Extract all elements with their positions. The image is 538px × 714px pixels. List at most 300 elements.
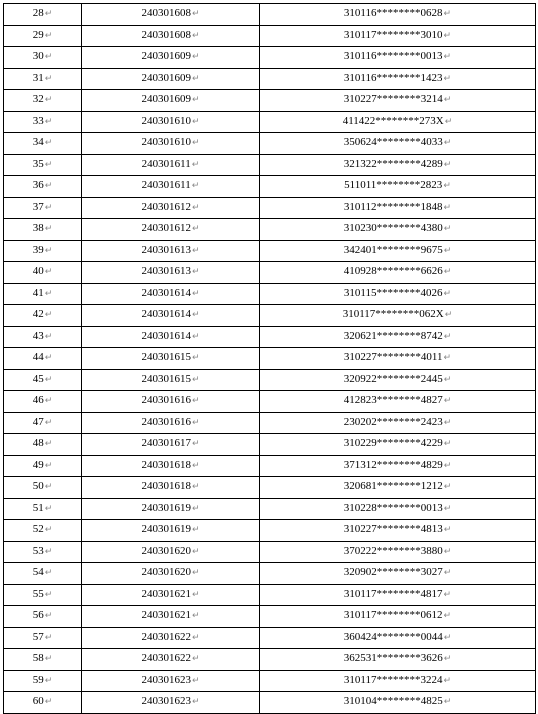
table-row <box>4 176 536 198</box>
paragraph-mark-icon: ↵ <box>44 353 53 364</box>
paragraph-mark-icon: ↵ <box>443 460 452 471</box>
paragraph-mark-icon: ↵ <box>443 224 452 235</box>
id-number-cell-text: 362531********3626 <box>343 652 443 665</box>
id-number-cell <box>260 90 536 112</box>
paragraph-mark-icon: ↵ <box>191 9 200 20</box>
paragraph-mark-icon: ↵ <box>444 310 453 321</box>
paragraph-mark-icon: ↵ <box>44 611 53 622</box>
code-cell <box>82 283 260 305</box>
table-row <box>4 154 536 176</box>
code-cell <box>82 391 260 413</box>
table-row <box>4 649 536 671</box>
row-index-cell <box>4 240 82 262</box>
row-index-cell <box>4 391 82 413</box>
paragraph-mark-icon: ↵ <box>44 460 53 471</box>
row-index-cell <box>4 498 82 520</box>
row-index-cell <box>4 477 82 499</box>
row-index-cell-text: 47 <box>32 415 44 428</box>
paragraph-mark-icon: ↵ <box>44 374 53 385</box>
code-cell-text: 240301614 <box>141 329 191 342</box>
paragraph-mark-icon: ↵ <box>44 482 53 493</box>
id-number-cell-text: 411422********273X <box>342 114 444 127</box>
table-row <box>4 283 536 305</box>
row-index-cell-text: 33 <box>32 114 44 127</box>
paragraph-mark-icon: ↵ <box>443 353 452 364</box>
id-number-cell-text: 310117********0612 <box>343 609 443 622</box>
id-number-cell <box>260 520 536 542</box>
row-index-cell <box>4 47 82 69</box>
paragraph-mark-icon: ↵ <box>191 95 200 106</box>
row-index-cell <box>4 283 82 305</box>
code-cell-text: 240301612 <box>141 222 191 235</box>
paragraph-mark-icon: ↵ <box>44 73 53 84</box>
code-cell <box>82 133 260 155</box>
row-index-cell-text: 42 <box>32 308 44 321</box>
paragraph-mark-icon: ↵ <box>191 589 200 600</box>
code-cell-text: 240301616 <box>141 394 191 407</box>
paragraph-mark-icon: ↵ <box>44 589 53 600</box>
paragraph-mark-icon: ↵ <box>443 568 452 579</box>
id-number-cell <box>260 348 536 370</box>
id-number-cell-text: 371312********4829 <box>343 458 443 471</box>
row-index-cell-text: 56 <box>32 609 44 622</box>
paragraph-mark-icon: ↵ <box>44 159 53 170</box>
paragraph-mark-icon: ↵ <box>191 52 200 63</box>
code-cell <box>82 584 260 606</box>
table-row <box>4 498 536 520</box>
code-cell-text: 240301619 <box>141 501 191 514</box>
table-row <box>4 541 536 563</box>
code-cell <box>82 90 260 112</box>
row-index-cell-text: 30 <box>32 50 44 63</box>
code-cell-text: 240301612 <box>141 200 191 213</box>
paragraph-mark-icon: ↵ <box>44 331 53 342</box>
row-index-cell <box>4 154 82 176</box>
id-number-cell-text: 310117********4817 <box>343 587 443 600</box>
table-row <box>4 391 536 413</box>
table-row <box>4 25 536 47</box>
id-number-cell <box>260 541 536 563</box>
paragraph-mark-icon: ↵ <box>44 202 53 213</box>
id-number-cell-text: 310227********3214 <box>343 93 443 106</box>
row-index-cell-text: 29 <box>32 28 44 41</box>
paragraph-mark-icon: ↵ <box>443 159 452 170</box>
row-index-cell-text: 52 <box>32 523 44 536</box>
row-index-cell <box>4 176 82 198</box>
code-cell-text: 240301611 <box>141 179 191 192</box>
code-cell-text: 240301610 <box>141 136 191 149</box>
code-cell <box>82 348 260 370</box>
table-row <box>4 692 536 714</box>
code-cell-text: 240301609 <box>141 50 191 63</box>
table-row <box>4 670 536 692</box>
row-index-cell-text: 43 <box>32 329 44 342</box>
row-index-cell-text: 58 <box>32 652 44 665</box>
id-number-cell-text: 320681********1212 <box>343 480 443 493</box>
paragraph-mark-icon: ↵ <box>44 288 53 299</box>
id-number-cell-text: 310112********1848 <box>343 200 443 213</box>
code-cell <box>82 326 260 348</box>
paragraph-mark-icon: ↵ <box>191 503 200 514</box>
paragraph-mark-icon: ↵ <box>44 138 53 149</box>
paragraph-mark-icon: ↵ <box>191 460 200 471</box>
id-number-cell <box>260 305 536 327</box>
id-number-cell <box>260 606 536 628</box>
id-number-cell <box>260 670 536 692</box>
paragraph-mark-icon: ↵ <box>44 181 53 192</box>
paragraph-mark-icon: ↵ <box>191 353 200 364</box>
paragraph-mark-icon: ↵ <box>191 288 200 299</box>
code-cell-text: 240301609 <box>141 93 191 106</box>
paragraph-mark-icon: ↵ <box>443 73 452 84</box>
code-cell <box>82 111 260 133</box>
paragraph-mark-icon: ↵ <box>44 675 53 686</box>
code-cell <box>82 412 260 434</box>
row-index-cell-text: 28 <box>32 7 44 20</box>
row-index-cell <box>4 111 82 133</box>
code-cell <box>82 176 260 198</box>
code-cell <box>82 369 260 391</box>
table-row <box>4 348 536 370</box>
paragraph-mark-icon: ↵ <box>443 331 452 342</box>
paragraph-mark-icon: ↵ <box>443 288 452 299</box>
row-index-cell <box>4 25 82 47</box>
code-cell-text: 240301617 <box>141 437 191 450</box>
paragraph-mark-icon: ↵ <box>44 697 53 708</box>
paragraph-mark-icon: ↵ <box>443 245 452 256</box>
code-cell <box>82 434 260 456</box>
id-number-cell <box>260 563 536 585</box>
id-number-cell <box>260 4 536 26</box>
code-cell-text: 240301610 <box>141 114 191 127</box>
row-index-cell <box>4 326 82 348</box>
paragraph-mark-icon: ↵ <box>191 568 200 579</box>
id-number-cell-text: 310117********062X <box>342 308 444 321</box>
paragraph-mark-icon: ↵ <box>191 439 200 450</box>
paragraph-mark-icon: ↵ <box>44 267 53 278</box>
row-index-cell-text: 60 <box>32 695 44 708</box>
paragraph-mark-icon: ↵ <box>44 52 53 63</box>
id-number-cell-text: 320621********8742 <box>343 329 443 342</box>
id-number-cell-text: 310227********4813 <box>343 523 443 536</box>
paragraph-mark-icon: ↵ <box>44 417 53 428</box>
paragraph-mark-icon: ↵ <box>191 396 200 407</box>
row-index-cell <box>4 692 82 714</box>
paragraph-mark-icon: ↵ <box>443 632 452 643</box>
id-number-cell-text: 310229********4229 <box>343 437 443 450</box>
code-cell-text: 240301620 <box>141 544 191 557</box>
table-row <box>4 262 536 284</box>
code-cell <box>82 219 260 241</box>
id-number-cell-text: 320902********3027 <box>343 566 443 579</box>
id-number-cell-text: 310116********0628 <box>343 7 443 20</box>
id-number-cell-text: 412823********4827 <box>343 394 443 407</box>
row-index-cell <box>4 90 82 112</box>
code-cell <box>82 498 260 520</box>
id-number-cell <box>260 262 536 284</box>
id-number-cell-text: 310117********3010 <box>343 28 443 41</box>
paragraph-mark-icon: ↵ <box>191 675 200 686</box>
row-index-cell <box>4 627 82 649</box>
code-cell <box>82 563 260 585</box>
code-cell <box>82 649 260 671</box>
paragraph-mark-icon: ↵ <box>191 116 200 127</box>
id-number-cell <box>260 434 536 456</box>
paragraph-mark-icon: ↵ <box>443 482 452 493</box>
code-cell <box>82 68 260 90</box>
code-cell <box>82 197 260 219</box>
code-cell-text: 240301623 <box>141 695 191 708</box>
code-cell <box>82 520 260 542</box>
paragraph-mark-icon: ↵ <box>443 546 452 557</box>
table-row <box>4 369 536 391</box>
paragraph-mark-icon: ↵ <box>191 654 200 665</box>
row-index-cell-text: 49 <box>32 458 44 471</box>
row-index-cell-text: 40 <box>32 265 44 278</box>
id-number-cell <box>260 133 536 155</box>
id-number-cell <box>260 68 536 90</box>
code-cell <box>82 692 260 714</box>
row-index-cell <box>4 563 82 585</box>
table-row <box>4 4 536 26</box>
id-number-cell <box>260 369 536 391</box>
paragraph-mark-icon: ↵ <box>443 439 452 450</box>
table-row <box>4 326 536 348</box>
id-number-cell <box>260 627 536 649</box>
code-cell-text: 240301613 <box>141 265 191 278</box>
row-index-cell <box>4 219 82 241</box>
id-list-table <box>3 3 536 714</box>
row-index-cell-text: 45 <box>32 372 44 385</box>
code-cell-text: 240301616 <box>141 415 191 428</box>
paragraph-mark-icon: ↵ <box>44 632 53 643</box>
id-number-cell <box>260 197 536 219</box>
paragraph-mark-icon: ↵ <box>191 632 200 643</box>
code-cell-text: 240301615 <box>141 372 191 385</box>
code-cell-text: 240301620 <box>141 566 191 579</box>
table-row <box>4 584 536 606</box>
table-row <box>4 305 536 327</box>
row-index-cell-text: 50 <box>32 480 44 493</box>
row-index-cell-text: 57 <box>32 630 44 643</box>
paragraph-mark-icon: ↵ <box>44 95 53 106</box>
paragraph-mark-icon: ↵ <box>191 245 200 256</box>
document-table-container <box>3 3 536 714</box>
paragraph-mark-icon: ↵ <box>44 525 53 536</box>
paragraph-mark-icon: ↵ <box>44 503 53 514</box>
paragraph-mark-icon: ↵ <box>443 52 452 63</box>
paragraph-mark-icon: ↵ <box>44 568 53 579</box>
id-number-cell <box>260 584 536 606</box>
row-index-cell-text: 32 <box>32 93 44 106</box>
table-row <box>4 563 536 585</box>
paragraph-mark-icon: ↵ <box>44 310 53 321</box>
paragraph-mark-icon: ↵ <box>443 417 452 428</box>
paragraph-mark-icon: ↵ <box>191 697 200 708</box>
id-number-cell <box>260 240 536 262</box>
id-number-cell-text: 320922********2445 <box>343 372 443 385</box>
code-cell-text: 240301611 <box>141 157 191 170</box>
paragraph-mark-icon: ↵ <box>44 654 53 665</box>
id-number-cell-text: 310116********1423 <box>343 71 443 84</box>
id-number-cell <box>260 477 536 499</box>
id-number-cell-text: 310230********4380 <box>343 222 443 235</box>
id-number-cell <box>260 692 536 714</box>
paragraph-mark-icon: ↵ <box>191 159 200 170</box>
row-index-cell-text: 53 <box>32 544 44 557</box>
code-cell <box>82 154 260 176</box>
code-cell <box>82 4 260 26</box>
id-number-cell <box>260 649 536 671</box>
paragraph-mark-icon: ↵ <box>191 138 200 149</box>
paragraph-mark-icon: ↵ <box>443 374 452 385</box>
id-number-cell-text: 410928********6626 <box>343 265 443 278</box>
id-number-cell <box>260 412 536 434</box>
code-cell <box>82 627 260 649</box>
id-number-cell-text: 310117********3224 <box>343 673 443 686</box>
code-cell <box>82 606 260 628</box>
row-index-cell-text: 41 <box>32 286 44 299</box>
paragraph-mark-icon: ↵ <box>191 202 200 213</box>
row-index-cell-text: 34 <box>32 136 44 149</box>
code-cell-text: 240301608 <box>141 28 191 41</box>
paragraph-mark-icon: ↵ <box>191 417 200 428</box>
code-cell <box>82 541 260 563</box>
table-row <box>4 455 536 477</box>
id-number-cell-text: 342401********9675 <box>343 243 443 256</box>
paragraph-mark-icon: ↵ <box>44 245 53 256</box>
paragraph-mark-icon: ↵ <box>191 525 200 536</box>
code-cell <box>82 455 260 477</box>
paragraph-mark-icon: ↵ <box>443 95 452 106</box>
table-row <box>4 412 536 434</box>
id-number-cell-text: 310227********4011 <box>343 351 443 364</box>
row-index-cell <box>4 434 82 456</box>
row-index-cell-text: 59 <box>32 673 44 686</box>
code-cell-text: 240301614 <box>141 286 191 299</box>
table-row <box>4 47 536 69</box>
paragraph-mark-icon: ↵ <box>191 224 200 235</box>
row-index-cell-text: 46 <box>32 394 44 407</box>
paragraph-mark-icon: ↵ <box>443 503 452 514</box>
table-row <box>4 68 536 90</box>
code-cell-text: 240301619 <box>141 523 191 536</box>
code-cell-text: 240301609 <box>141 71 191 84</box>
row-index-cell <box>4 606 82 628</box>
table-row <box>4 197 536 219</box>
paragraph-mark-icon: ↵ <box>191 181 200 192</box>
paragraph-mark-icon: ↵ <box>44 116 53 127</box>
paragraph-mark-icon: ↵ <box>443 138 452 149</box>
paragraph-mark-icon: ↵ <box>444 116 453 127</box>
code-cell <box>82 670 260 692</box>
code-cell-text: 240301615 <box>141 351 191 364</box>
table-row <box>4 627 536 649</box>
row-index-cell-text: 48 <box>32 437 44 450</box>
paragraph-mark-icon: ↵ <box>191 73 200 84</box>
paragraph-mark-icon: ↵ <box>44 439 53 450</box>
table-row <box>4 240 536 262</box>
code-cell-text: 240301622 <box>141 652 191 665</box>
code-cell <box>82 47 260 69</box>
paragraph-mark-icon: ↵ <box>44 30 53 41</box>
row-index-cell-text: 54 <box>32 566 44 579</box>
table-row <box>4 133 536 155</box>
paragraph-mark-icon: ↵ <box>44 396 53 407</box>
row-index-cell-text: 55 <box>32 587 44 600</box>
row-index-cell <box>4 262 82 284</box>
row-index-cell <box>4 133 82 155</box>
paragraph-mark-icon: ↵ <box>443 396 452 407</box>
id-number-cell <box>260 219 536 241</box>
row-index-cell-text: 35 <box>32 157 44 170</box>
id-number-cell-text: 321322********4289 <box>343 157 443 170</box>
paragraph-mark-icon: ↵ <box>191 310 200 321</box>
id-number-cell <box>260 154 536 176</box>
id-number-cell-text: 370222********3880 <box>343 544 443 557</box>
id-number-cell-text: 350624********4033 <box>343 136 443 149</box>
row-index-cell-text: 37 <box>32 200 44 213</box>
table-row <box>4 90 536 112</box>
table-row <box>4 219 536 241</box>
id-number-cell <box>260 326 536 348</box>
row-index-cell <box>4 649 82 671</box>
row-index-cell-text: 31 <box>32 71 44 84</box>
table-row <box>4 434 536 456</box>
paragraph-mark-icon: ↵ <box>443 202 452 213</box>
id-number-cell <box>260 25 536 47</box>
row-index-cell <box>4 541 82 563</box>
code-cell <box>82 477 260 499</box>
paragraph-mark-icon: ↵ <box>443 611 452 622</box>
id-number-cell-text: 310228********0013 <box>343 501 443 514</box>
row-index-cell <box>4 455 82 477</box>
code-cell-text: 240301623 <box>141 673 191 686</box>
row-index-cell-text: 39 <box>32 243 44 256</box>
code-cell <box>82 240 260 262</box>
paragraph-mark-icon: ↵ <box>191 30 200 41</box>
id-number-cell-text: 360424********0044 <box>343 630 443 643</box>
code-cell-text: 240301622 <box>141 630 191 643</box>
paragraph-mark-icon: ↵ <box>191 374 200 385</box>
row-index-cell <box>4 305 82 327</box>
paragraph-mark-icon: ↵ <box>443 181 451 192</box>
table-row <box>4 520 536 542</box>
row-index-cell <box>4 197 82 219</box>
table-row <box>4 477 536 499</box>
paragraph-mark-icon: ↵ <box>44 546 53 557</box>
id-number-cell <box>260 47 536 69</box>
row-index-cell <box>4 670 82 692</box>
paragraph-mark-icon: ↵ <box>443 697 452 708</box>
paragraph-mark-icon: ↵ <box>191 482 200 493</box>
paragraph-mark-icon: ↵ <box>443 589 452 600</box>
row-index-cell <box>4 4 82 26</box>
paragraph-mark-icon: ↵ <box>44 224 53 235</box>
table-body <box>4 4 536 714</box>
id-number-cell <box>260 391 536 413</box>
id-number-cell <box>260 498 536 520</box>
id-number-cell <box>260 455 536 477</box>
row-index-cell <box>4 520 82 542</box>
code-cell-text: 240301621 <box>141 587 191 600</box>
row-index-cell <box>4 68 82 90</box>
paragraph-mark-icon: ↵ <box>443 30 452 41</box>
paragraph-mark-icon: ↵ <box>191 611 200 622</box>
row-index-cell <box>4 348 82 370</box>
code-cell-text: 240301614 <box>141 308 191 321</box>
paragraph-mark-icon: ↵ <box>443 9 452 20</box>
